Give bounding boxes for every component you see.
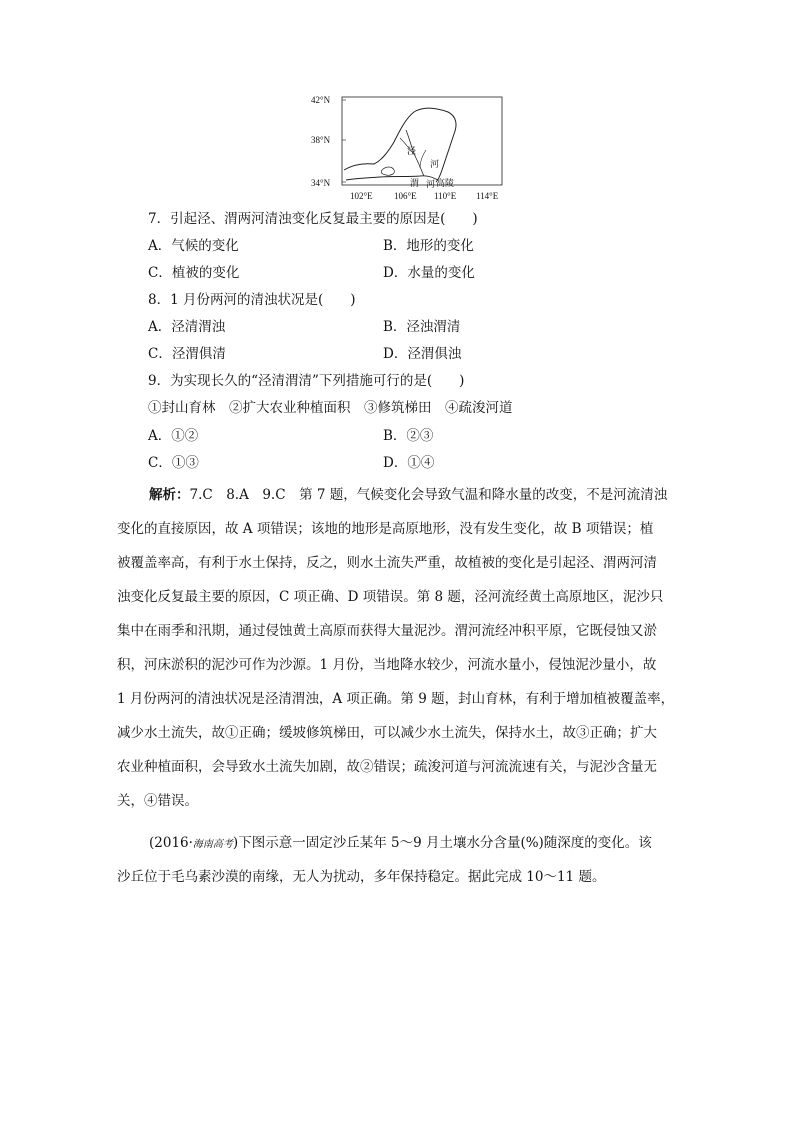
- next-intro-line-1: [149, 833, 652, 855]
- q8-option-b[interactable]: B．泾浊渭清: [383, 319, 461, 335]
- analysis-answers: 7.C 8.A 9.C: [189, 487, 300, 503]
- jing-char-1: 泾: [407, 146, 417, 156]
- gaoling-label: 高陵: [436, 178, 455, 188]
- q8-option-d[interactable]: D．泾渭俱浊: [383, 346, 462, 362]
- q7-option-b[interactable]: B．地形的变化: [383, 238, 474, 254]
- analysis-line-7: 1 月份两河的清浊状况是泾清渭浊，A 项正确。第 9 题，封山育林，有利于增加植被覆盖率，: [117, 691, 675, 707]
- wei-char-2: 河: [426, 179, 436, 189]
- analysis-line-6: 积，河床淤积的泥沙可作为沙源。1 月份，当地降水较少，河流水量小，侵蚀泥沙量小，故: [117, 657, 657, 673]
- yellow-river-line: [344, 108, 456, 182]
- analysis-line-4: 浊变化反复最主要的原因，C 项正确、D 项错误。第 8 题，泾河流经黄土高原地区，泥沙只: [117, 589, 664, 605]
- analysis-line-8: 减少水土流失，故①正确；缓坡修筑梯田，可以减少水土流失，保持水土，故③正确；扩大: [117, 725, 657, 741]
- q7-option-c[interactable]: C．植被的变化: [148, 265, 240, 281]
- lon-label-114: 114°E: [476, 191, 499, 201]
- analysis-first-line: [149, 485, 667, 505]
- next-intro-line-2: 沙丘位于毛乌素沙漠的南缘，无人为扰动，多年保持稳定。据此完成 10～11 题。: [117, 869, 606, 885]
- lon-label-106: 106°E: [394, 191, 417, 201]
- jing-wei-river-map: [310, 94, 510, 206]
- analysis-line-2: 变化的直接原因，故 A 项错误；该地的地形是高原地形，没有发生变化，故 B 项错误；植: [117, 521, 654, 537]
- next-line-1-text: )下图示意一固定沙丘某年 5～9 月土壤水分含量(%)随深度的变化。该: [232, 835, 652, 851]
- analysis-line-1: 第 7 题，气候变化会导致气温和降水量的改变，不是河流清浊: [299, 487, 668, 503]
- analysis-line-5: 集中在雨季和汛期，通过侵蚀黄土高原而获得大量泥沙。渭河流经冲积平原，它既侵蚀又淤: [117, 623, 657, 639]
- q9-option-a[interactable]: A．①②: [148, 428, 199, 444]
- jing-char-2: 河: [430, 159, 440, 169]
- analysis-line-10: 关，④错误。: [117, 793, 198, 809]
- lon-label-102: 102°E: [350, 191, 373, 201]
- next-year: (2016·: [149, 835, 193, 851]
- q7-stem: 7．引起泾、渭两河清浊变化反复最主要的原因是( ): [148, 211, 478, 227]
- lat-label-38: 38°N: [311, 135, 331, 145]
- analysis-line-3: 被覆盖率高，有利于水土保持，反之，则水土流失严重，故植被的变化是引起泾、渭两河清: [117, 555, 657, 571]
- analysis-label: 解析：: [149, 487, 190, 503]
- q8-stem: 8．1 月份两河的清浊状况是( ): [148, 292, 356, 308]
- q9-option-b[interactable]: B．②③: [383, 428, 434, 444]
- q9-option-d[interactable]: D．①④: [383, 455, 435, 471]
- wei-river-line: [346, 176, 438, 180]
- q9-measures: ①封山育林 ②扩大农业种植面积 ③修筑梯田 ④疏浚河道: [148, 400, 513, 416]
- q7-option-a[interactable]: A．气候的变化: [148, 238, 239, 254]
- lon-label-110: 110°E: [434, 191, 457, 201]
- wei-char-1: 渭: [410, 178, 420, 188]
- q9-stem: 9．为实现长久的“泾清渭清”下列措施可行的是( ): [148, 373, 465, 389]
- lat-label-34: 34°N: [311, 178, 331, 188]
- q9-option-c[interactable]: C．①③: [148, 455, 199, 471]
- q7-option-d[interactable]: D．水量的变化: [383, 265, 475, 281]
- analysis-line-9: 农业种植面积，会导致水土流失加剧，故②错误；疏浚河道与河流流速有关，与泥沙含量无: [117, 759, 657, 775]
- next-source: 海南高考: [192, 839, 233, 850]
- q8-option-c[interactable]: C．泾渭俱清: [148, 346, 226, 362]
- lat-label-42: 42°N: [311, 95, 331, 105]
- q8-option-a[interactable]: A．泾清渭浊: [148, 319, 226, 335]
- lake-shape: [381, 167, 394, 175]
